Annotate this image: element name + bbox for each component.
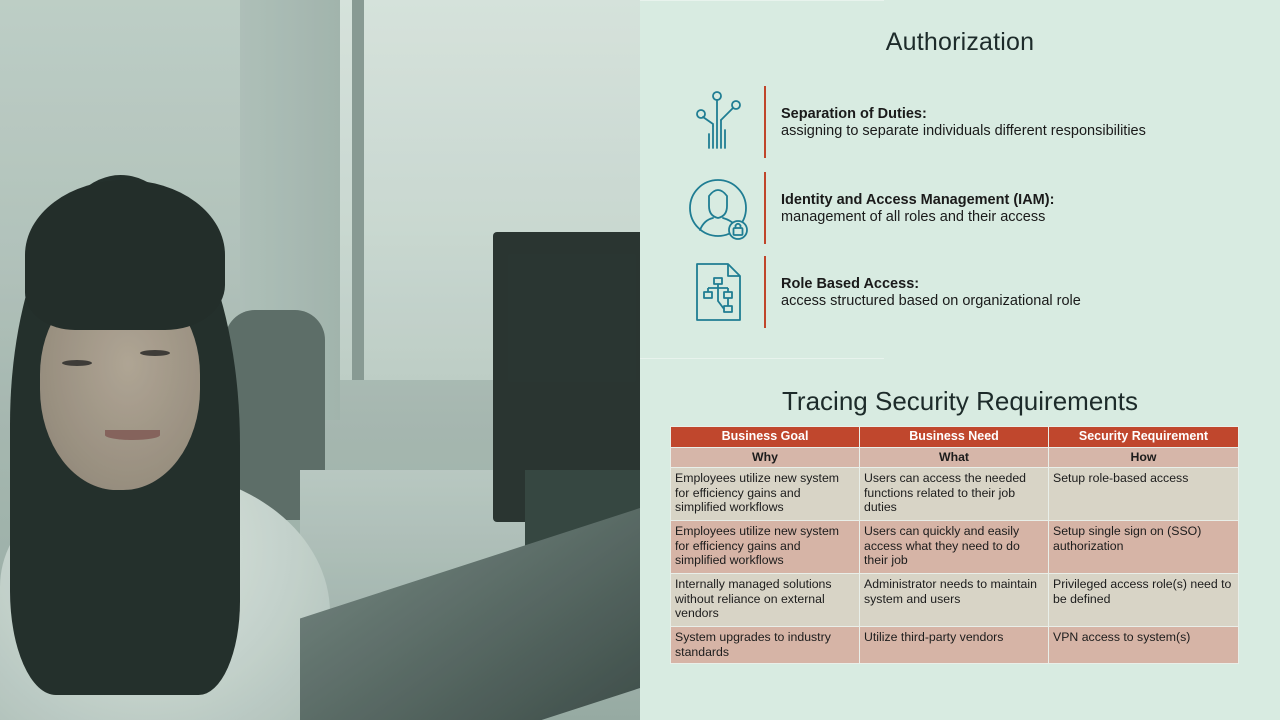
accent-bar (764, 172, 766, 244)
accent-bar (764, 256, 766, 328)
table-cell: Administrator needs to maintain system and users (860, 574, 1049, 627)
auth-item-separation-of-duties (686, 86, 1246, 158)
table-row (671, 468, 1239, 521)
circuit-branch-icon (686, 86, 758, 158)
accent-bar (764, 86, 766, 158)
column-header: Business Need (860, 427, 1049, 448)
table-cell: System upgrades to industry standards (671, 627, 860, 664)
user-lock-icon (686, 172, 758, 244)
auth-item-text (781, 106, 1146, 140)
column-header: Security Requirement (1049, 427, 1239, 448)
table-cell: Employees utilize new system for efficiency gains and simplified workflows (671, 468, 860, 521)
table-cell: Users can quickly and easily access what they need to do their job (860, 521, 1049, 574)
auth-item-role-based-access (686, 256, 1246, 328)
auth-item-description: access structured based on organizational role (781, 293, 1081, 309)
table-cell: Setup role-based access (1049, 468, 1239, 521)
auth-item-description: management of all roles and their access (781, 209, 1046, 225)
table-cell: Internally managed solutions without reliance on external vendors (671, 574, 860, 627)
table-cell: Users can access the needed functions related to their job duties (860, 468, 1049, 521)
auth-item-heading: Separation of Duties: (781, 106, 927, 122)
table-subheader-row (671, 448, 1239, 468)
table-row (671, 574, 1239, 627)
table-header-row (671, 427, 1239, 448)
column-subheader: What (860, 448, 1049, 468)
requirements-table (670, 426, 1239, 664)
auth-item-heading: Identity and Access Management (IAM): (781, 192, 1055, 208)
table-cell: Privileged access role(s) need to be defined (1049, 574, 1239, 627)
table-cell: VPN access to system(s) (1049, 627, 1239, 664)
column-subheader: Why (671, 448, 860, 468)
table-cell: Setup single sign on (SSO) authorization (1049, 521, 1239, 574)
auth-item-heading: Role Based Access: (781, 276, 920, 292)
table-row (671, 521, 1239, 574)
table-row (671, 627, 1239, 664)
table-cell: Utilize third-party vendors (860, 627, 1049, 664)
top-divider (640, 0, 884, 1)
column-subheader: How (1049, 448, 1239, 468)
auth-item-text (781, 276, 1081, 310)
authorization-title: Authorization (885, 28, 1035, 56)
org-chart-document-icon (686, 256, 758, 328)
column-header: Business Goal (671, 427, 860, 448)
auth-item-text (781, 192, 1054, 226)
tracing-title: Tracing Security Requirements (782, 386, 1138, 416)
section-divider (640, 358, 884, 359)
table-cell: Employees utilize new system for efficiency gains and simplified workflows (671, 521, 860, 574)
auth-item-iam (686, 172, 1246, 244)
auth-item-description: assigning to separate individuals different responsibilities (781, 123, 1146, 139)
content-panel (640, 0, 1280, 720)
